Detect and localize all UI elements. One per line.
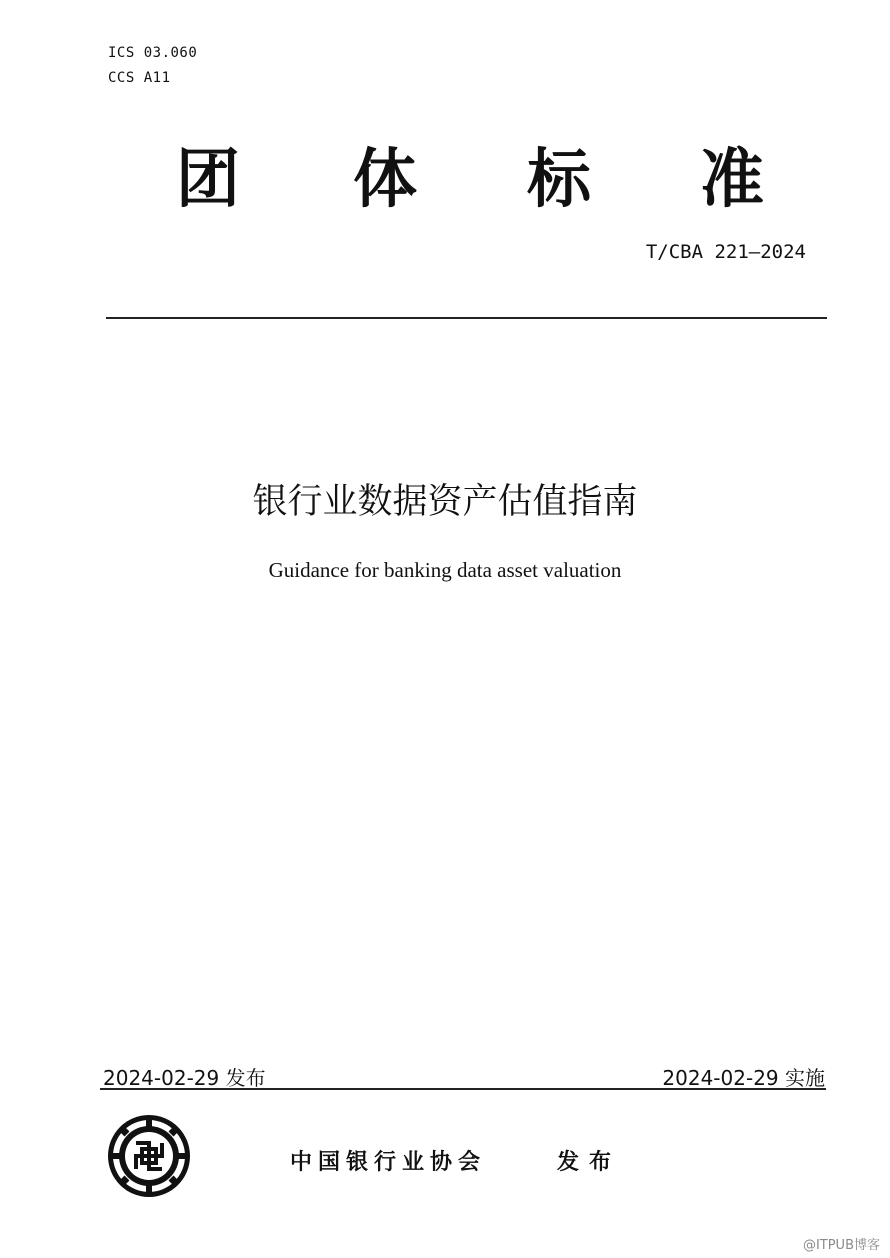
title-chinese: 银行业数据资产估值指南 [252, 482, 638, 522]
doc-type-char-3: 标 [527, 143, 591, 217]
issuer-name: 中国银行业协会 [290, 1150, 487, 1175]
ccs-code: CCS A11 [108, 70, 171, 86]
implementation-date: 2024-02-29 实施 [662, 1066, 825, 1090]
title-english: Guidance for banking data asset valuation [268, 558, 622, 582]
standard-number: T/CBA 221—2024 [645, 241, 806, 263]
issuer-action: 发布 [557, 1150, 622, 1175]
bottom-divider [100, 1088, 826, 1090]
doc-type-char-2: 体 [353, 143, 417, 217]
top-divider [106, 317, 827, 319]
china-banking-association-seal-icon [106, 1113, 192, 1199]
doc-type-char-4: 准 [700, 143, 764, 217]
issue-date: 2024-02-29 发布 [103, 1066, 266, 1090]
watermark: @ITPUB博客 [802, 1238, 880, 1253]
ics-code: ICS 03.060 [108, 45, 198, 61]
doc-type-char-1: 团 [176, 143, 240, 217]
